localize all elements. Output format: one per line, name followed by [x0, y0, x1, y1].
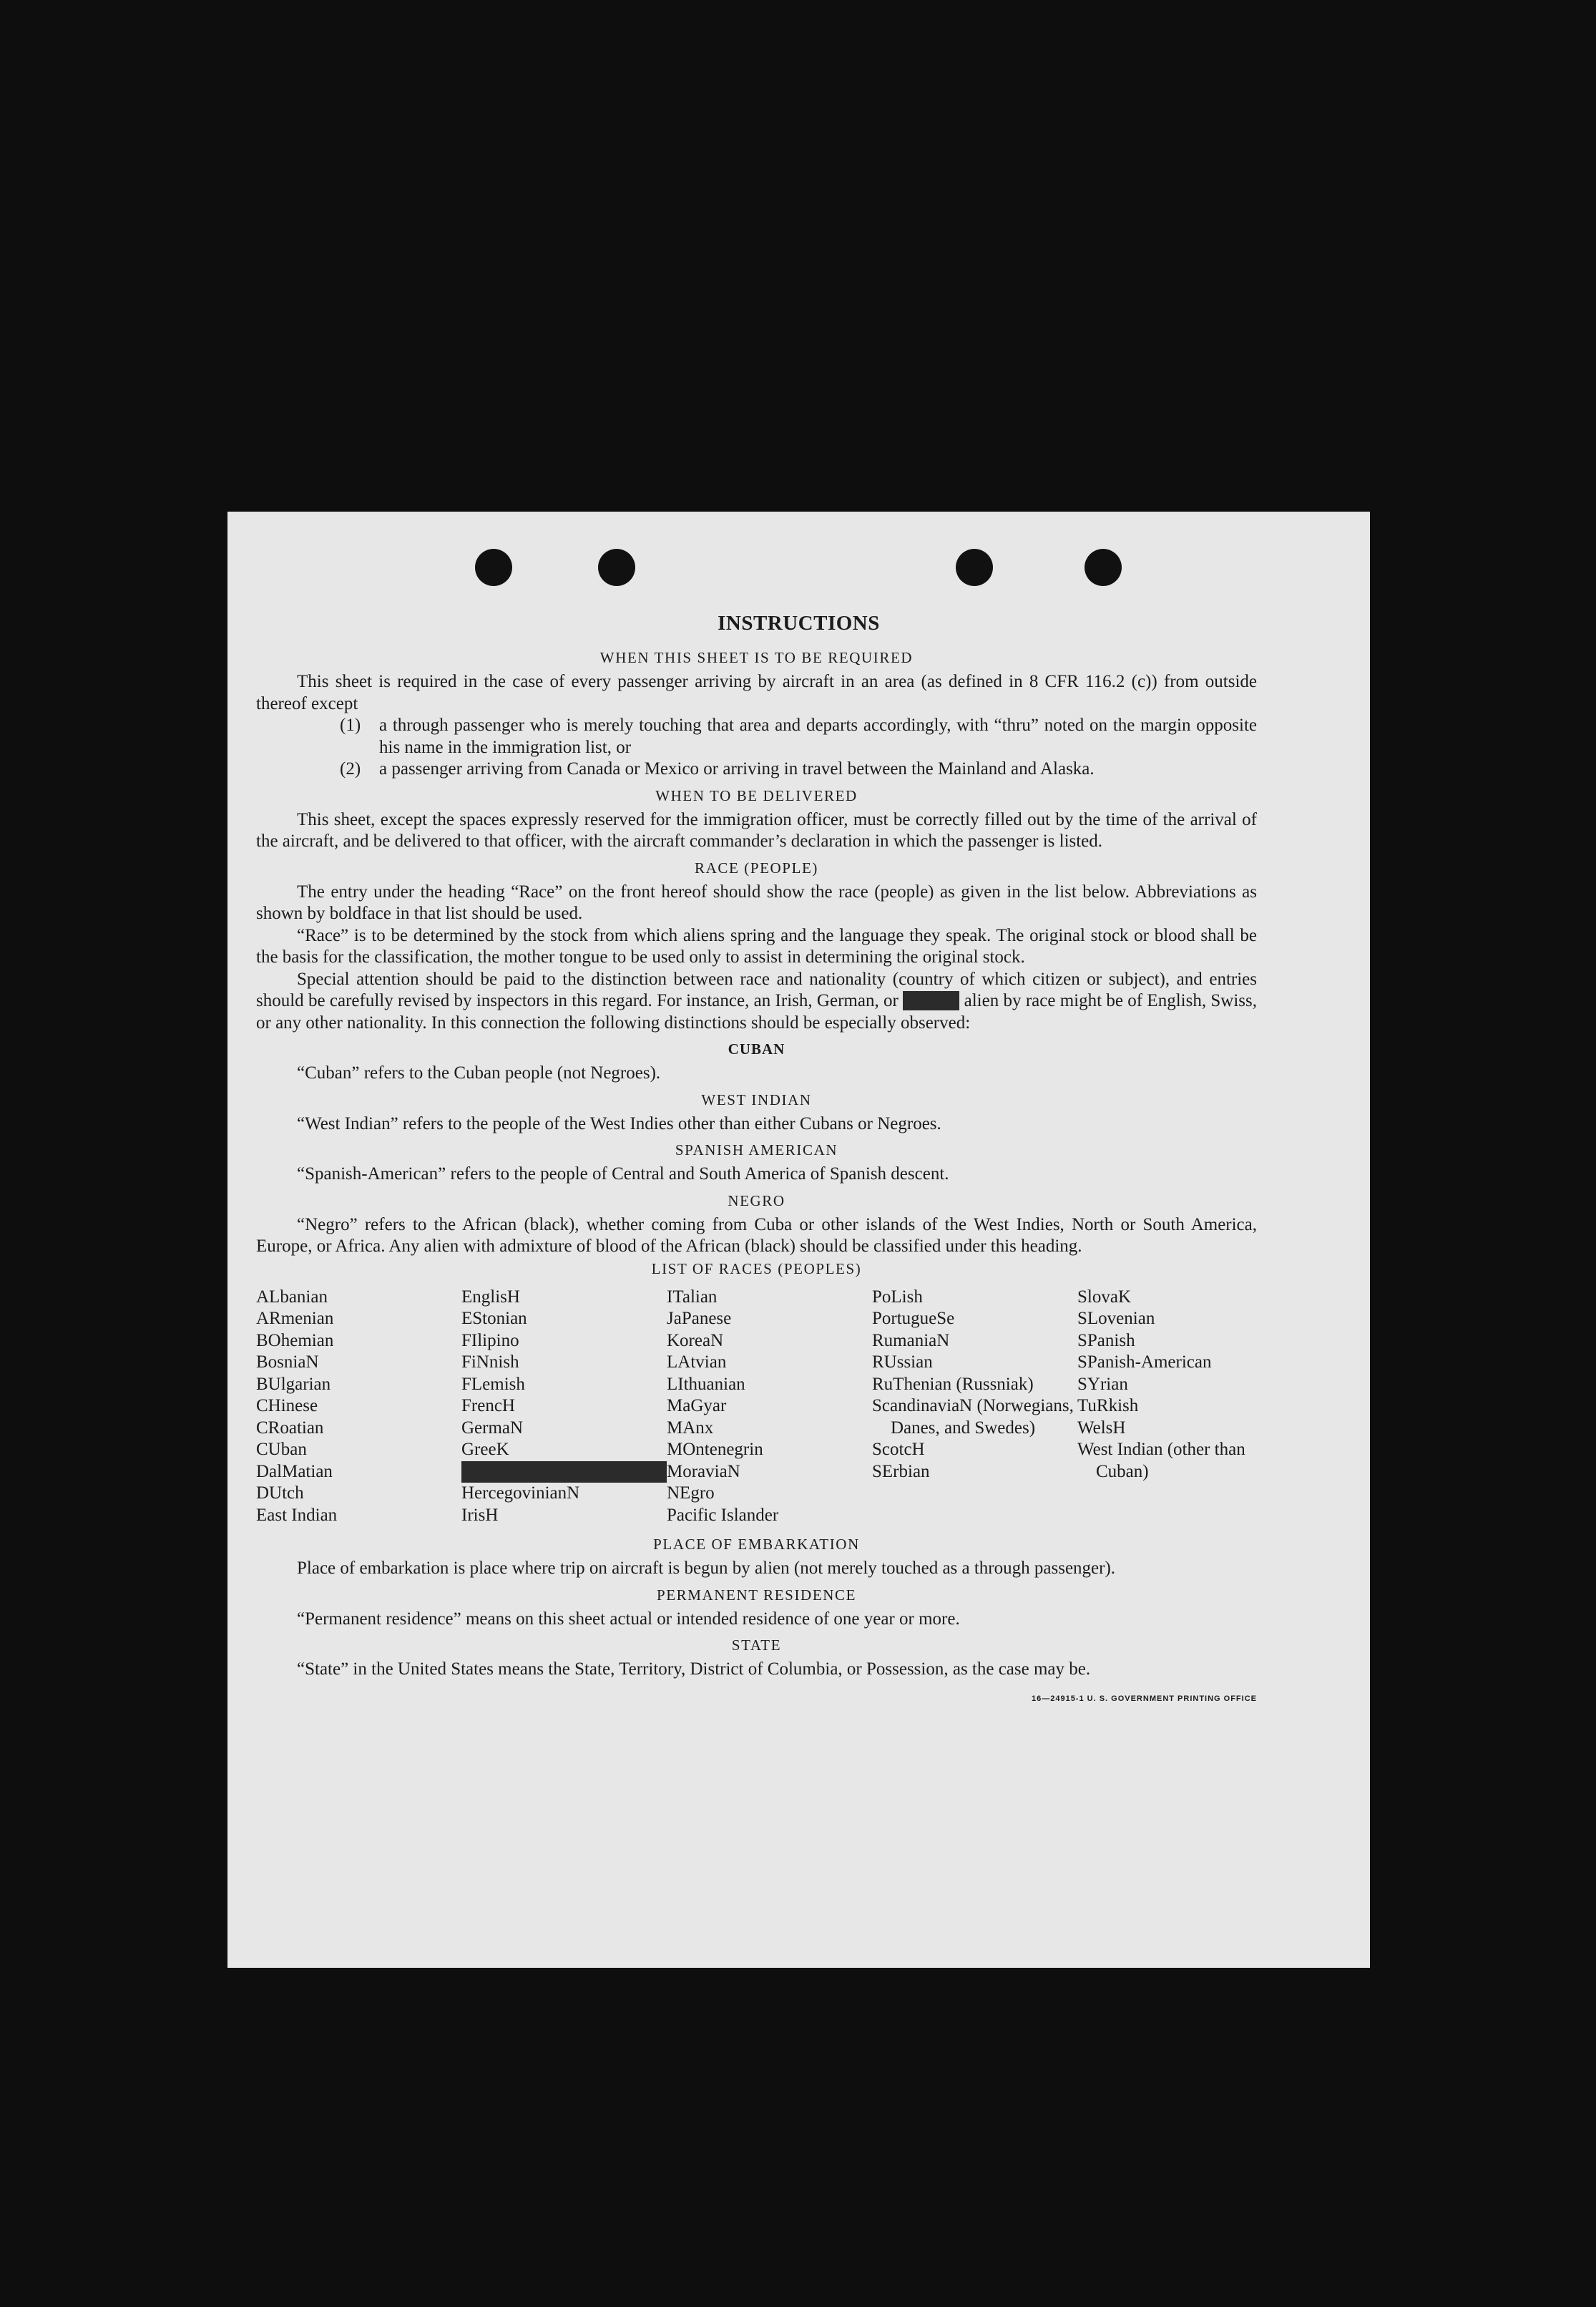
- race-entry: RUssian: [872, 1352, 933, 1372]
- print-office-code: 16—24915-1 U. S. GOVERNMENT PRINTING OFFICE: [1031, 1694, 1257, 1703]
- race-entry: WelsH: [1077, 1418, 1126, 1438]
- race-column: [872, 1287, 1077, 1527]
- race-entry: JaPanese: [667, 1309, 732, 1328]
- race-column: [1077, 1287, 1257, 1527]
- race-paragraph-2: “Race” is to be determined by the stock from which aliens spring and the language they speak. The original stock or blood shall be the basis for the classification, the mother tongue to be used only to assist in determining the original stock.: [256, 925, 1257, 967]
- page-title: INSTRUCTIONS: [718, 612, 880, 635]
- race-entry: BUlgarian: [256, 1374, 331, 1394]
- race-entry: FrencH: [461, 1396, 515, 1415]
- race-entry: CHinese: [256, 1396, 318, 1415]
- race-entry: East Indian: [256, 1505, 338, 1525]
- residence-text: “Permanent residence” means on this sheet actual or intended residence of one year or more.: [297, 1609, 960, 1629]
- race-entry: MOntenegrin: [667, 1440, 763, 1459]
- section-heading-delivered: WHEN TO BE DELIVERED: [655, 786, 858, 804]
- west-indian-text: “West Indian” refers to the people of the West Indies other than either Cubans or Negroes.: [297, 1113, 941, 1133]
- race-entry: LAtvian: [667, 1352, 727, 1372]
- race-entry: [461, 1461, 667, 1483]
- race-column: [256, 1287, 461, 1527]
- race-entry: DalMatian: [256, 1461, 333, 1481]
- section-heading-race: RACE (PEOPLE): [694, 859, 819, 877]
- required-item: (2) a passenger arriving from Canada or Mexico or arriving in travel between the Mainland and Alaska.: [340, 759, 1095, 779]
- race-entry: TuRkish: [1077, 1396, 1139, 1415]
- cuban-text: “Cuban” refers to the Cuban people (not Negroes).: [297, 1063, 661, 1083]
- race-entry: ScotcH: [872, 1440, 925, 1459]
- race-entry: GermaN: [461, 1418, 524, 1438]
- race-entry: DUtch: [256, 1483, 304, 1503]
- race-entry: MoraviaN: [667, 1461, 740, 1481]
- race-entry: MaGyar: [667, 1396, 727, 1415]
- race-paragraph-3: Special attention should be paid to the distinction between race and nationality (country of which citizen or subject), and entries should be carefully revised by inspectors in this regard. For instance, an Irish, German, or alien by race might be of English, Swiss, or any other nationality. In this connection the following distinctions should be especially observed:: [256, 969, 1257, 1033]
- race-list: [256, 1287, 1257, 1527]
- race-entry: RumaniaN: [872, 1330, 950, 1350]
- race-entry: PoLish: [872, 1287, 923, 1307]
- redacted-word: [903, 991, 959, 1010]
- section-heading-negro: NEGRO: [728, 1191, 785, 1209]
- race-entry: ITalian: [667, 1287, 718, 1307]
- race-entry: GreeK: [461, 1440, 509, 1459]
- race-column: [461, 1287, 667, 1527]
- race-column: [667, 1287, 872, 1527]
- race-entry: HercegovinianN: [461, 1483, 580, 1503]
- race-entry: SPanish-American: [1077, 1352, 1212, 1372]
- spanish-american-text: “Spanish-American” refers to the people of Central and South America of Spanish descent.: [297, 1164, 949, 1184]
- race-entry: CUban: [256, 1440, 307, 1459]
- section-heading-residence: PERMANENT RESIDENCE: [656, 1586, 857, 1604]
- race-entry: IrisH: [461, 1505, 499, 1525]
- section-heading-list: LIST OF RACES (PEOPLES): [651, 1259, 862, 1277]
- race-entry: EStonian: [461, 1309, 527, 1328]
- race-entry: CRoatian: [256, 1418, 324, 1438]
- race-entry: MAnx: [667, 1418, 714, 1438]
- negro-text: “Negro” refers to the African (black), whether coming from Cuba or other islands of the West Indies, North or South America, Europe, or Africa. Any alien with admixture of blood of the African (black) should be classified under this heading.: [256, 1214, 1257, 1256]
- state-text: “State” in the United States means the State, Territory, District of Columbia, or Possession, as the case may be.: [297, 1659, 1091, 1679]
- race-entry: SlovaK: [1077, 1287, 1131, 1307]
- race-entry: FLemish: [461, 1374, 525, 1394]
- embarkation-text: Place of embarkation is place where trip on aircraft is begun by alien (not merely touched as a through passenger).: [297, 1559, 1116, 1578]
- document-page: [227, 512, 1370, 1968]
- race-entry: Pacific Islander: [667, 1505, 779, 1525]
- race-entry: ARmenian: [256, 1309, 334, 1328]
- race-entry: SLovenian: [1077, 1309, 1155, 1328]
- race-entry: KoreaN: [667, 1330, 724, 1350]
- race-entry: NEgro: [667, 1483, 715, 1503]
- section-heading-cuban: CUBAN: [728, 1040, 785, 1058]
- race-entry: PortugueSe: [872, 1309, 955, 1328]
- race-entry: BOhemian: [256, 1330, 334, 1350]
- race-entry: West Indian (other than Cuban): [1077, 1440, 1245, 1481]
- instructions-body: [256, 643, 1257, 1709]
- race-entry: BosniaN: [256, 1352, 319, 1372]
- race-entry: SErbian: [872, 1461, 930, 1481]
- punch-hole: [956, 549, 993, 586]
- race-entry: FiNnish: [461, 1352, 519, 1372]
- punch-hole: [1085, 549, 1122, 586]
- race-entry: EnglisH: [461, 1287, 520, 1307]
- race-entry: SPanish: [1077, 1330, 1135, 1350]
- section-heading-required: WHEN THIS SHEET IS TO BE REQUIRED: [599, 649, 914, 666]
- delivered-text: This sheet, except the spaces expressly reserved for the immigration officer, must be correctly filled out by the time of the arrival of the aircraft, and be delivered to that officer, with the aircraft commander’s declaration in which the passenger is listed.: [256, 809, 1257, 851]
- race-entry: ScandinaviaN (Norwegians, Danes, and Swedes): [872, 1396, 1074, 1438]
- section-heading-spanish-american: SPANISH AMERICAN: [675, 1141, 838, 1159]
- required-intro: This sheet is required in the case of every passenger arriving by aircraft in an area (as defined in 8 CFR 116.2 (c)) from outside thereof except: [256, 672, 1257, 713]
- section-heading-embarkation: PLACE OF EMBARKATION: [653, 1536, 860, 1553]
- race-entry: ALbanian: [256, 1287, 328, 1307]
- required-item: (1) a through passenger who is merely touching that area and departs accordingly, with “thru” noted on the margin opposite his name in the immigration list, or: [340, 716, 1257, 757]
- section-heading-west-indian: WEST INDIAN: [701, 1091, 812, 1108]
- race-entry: RuThenian (Russniak): [872, 1374, 1034, 1394]
- race-paragraph-1: The entry under the heading “Race” on the front hereof should show the race (people) as given in the list below. Abbreviations as shown by boldface in that list should be used.: [256, 882, 1257, 923]
- punch-hole: [598, 549, 635, 586]
- race-entry: LIthuanian: [667, 1374, 745, 1394]
- punch-hole: [475, 549, 512, 586]
- section-heading-state: STATE: [731, 1637, 782, 1654]
- race-entry: SYrian: [1077, 1374, 1128, 1394]
- race-entry: FIlipino: [461, 1330, 519, 1350]
